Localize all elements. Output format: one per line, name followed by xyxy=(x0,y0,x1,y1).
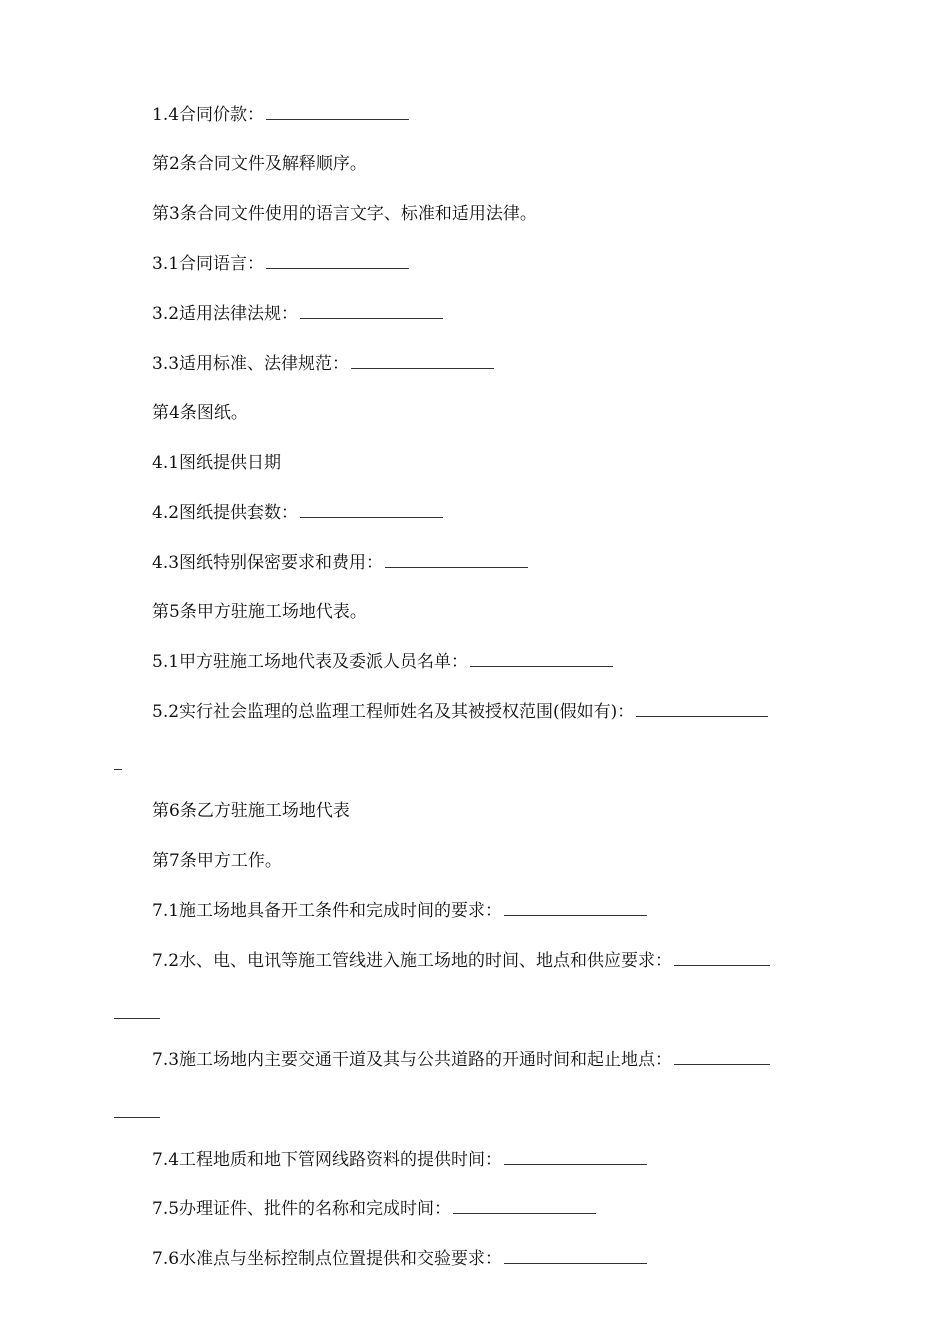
clause-7-6 xyxy=(152,1247,647,1271)
fill-in-blank[interactable] xyxy=(504,1150,647,1165)
clause-text: 5.1甲方驻施工场地代表及委派人员名单： xyxy=(152,652,469,672)
article-2 xyxy=(152,152,367,176)
clause-text: 第7条甲方工作。 xyxy=(152,851,282,871)
article-4 xyxy=(152,401,248,425)
clause-3-2 xyxy=(152,302,443,326)
fill-in-blank[interactable] xyxy=(266,105,409,120)
clause-7-3 xyxy=(152,1048,770,1072)
clause-text: 5.2实行社会监理的总监理工程师姓名及其被授权范围(假如有)： xyxy=(152,702,635,722)
clause-7-5 xyxy=(152,1197,596,1221)
clause-1-4 xyxy=(152,103,409,127)
clause-4-2 xyxy=(152,501,443,525)
clause-5-1 xyxy=(152,650,613,674)
clause-text: 7.4工程地质和地下管网线路资料的提供时间： xyxy=(152,1150,503,1170)
clause-5-2 xyxy=(152,700,768,724)
clause-text: 7.6水准点与坐标控制点位置提供和交验要求： xyxy=(152,1249,503,1269)
clause-4-3 xyxy=(152,551,528,575)
clause-4-1 xyxy=(152,451,281,475)
article-7 xyxy=(152,849,282,873)
clause-text: 第2条合同文件及解释顺序。 xyxy=(152,154,367,174)
fill-in-blank[interactable] xyxy=(636,702,768,717)
clause-text: 4.2图纸提供套数： xyxy=(152,503,299,523)
clause-3-1 xyxy=(152,252,409,276)
fill-in-blank-continuation[interactable] xyxy=(114,1117,160,1118)
clause-7-4 xyxy=(152,1148,647,1172)
clause-text: 7.1施工场地具备开工条件和完成时间的要求： xyxy=(152,901,503,921)
fill-in-blank[interactable] xyxy=(266,254,409,269)
clause-text: 3.2适用法律法规： xyxy=(152,304,299,324)
fill-in-blank[interactable] xyxy=(351,354,494,369)
article-6 xyxy=(152,799,350,823)
fill-in-blank[interactable] xyxy=(300,503,443,518)
clause-text: 1.4合同价款： xyxy=(152,105,265,125)
article-3 xyxy=(152,202,537,226)
fill-in-blank[interactable] xyxy=(385,553,528,568)
fill-in-blank-continuation[interactable] xyxy=(114,1018,160,1019)
fill-in-blank[interactable] xyxy=(504,901,647,916)
clause-text: 4.1图纸提供日期 xyxy=(152,453,282,473)
clause-text: 7.3施工场地内主要交通干道及其与公共道路的开通时间和起止地点： xyxy=(152,1050,673,1070)
fill-in-blank[interactable] xyxy=(674,951,770,966)
fill-in-blank[interactable] xyxy=(453,1199,596,1214)
fill-in-blank-continuation[interactable] xyxy=(114,769,122,770)
fill-in-blank[interactable] xyxy=(674,1050,770,1065)
clause-text: 第3条合同文件使用的语言文字、标准和适用法律。 xyxy=(152,204,537,224)
clause-text: 7.5办理证件、批件的名称和完成时间： xyxy=(152,1199,452,1219)
article-5 xyxy=(152,600,367,624)
clause-text: 7.2水、电、电讯等施工管线进入施工场地的时间、地点和供应要求： xyxy=(152,951,673,971)
fill-in-blank[interactable] xyxy=(470,652,613,667)
fill-in-blank[interactable] xyxy=(300,304,443,319)
clause-text: 第6条乙方驻施工场地代表 xyxy=(152,801,350,821)
fill-in-blank[interactable] xyxy=(504,1249,647,1264)
clause-7-1 xyxy=(152,899,647,923)
clause-text: 3.1合同语言： xyxy=(152,254,265,274)
clause-7-2 xyxy=(152,949,770,973)
clause-text: 4.3图纸特别保密要求和费用： xyxy=(152,553,384,573)
clause-3-3 xyxy=(152,352,494,376)
clause-text: 第5条甲方驻施工场地代表。 xyxy=(152,602,367,622)
clause-text: 3.3适用标准、法律规范： xyxy=(152,354,350,374)
clause-text: 第4条图纸。 xyxy=(152,403,248,423)
